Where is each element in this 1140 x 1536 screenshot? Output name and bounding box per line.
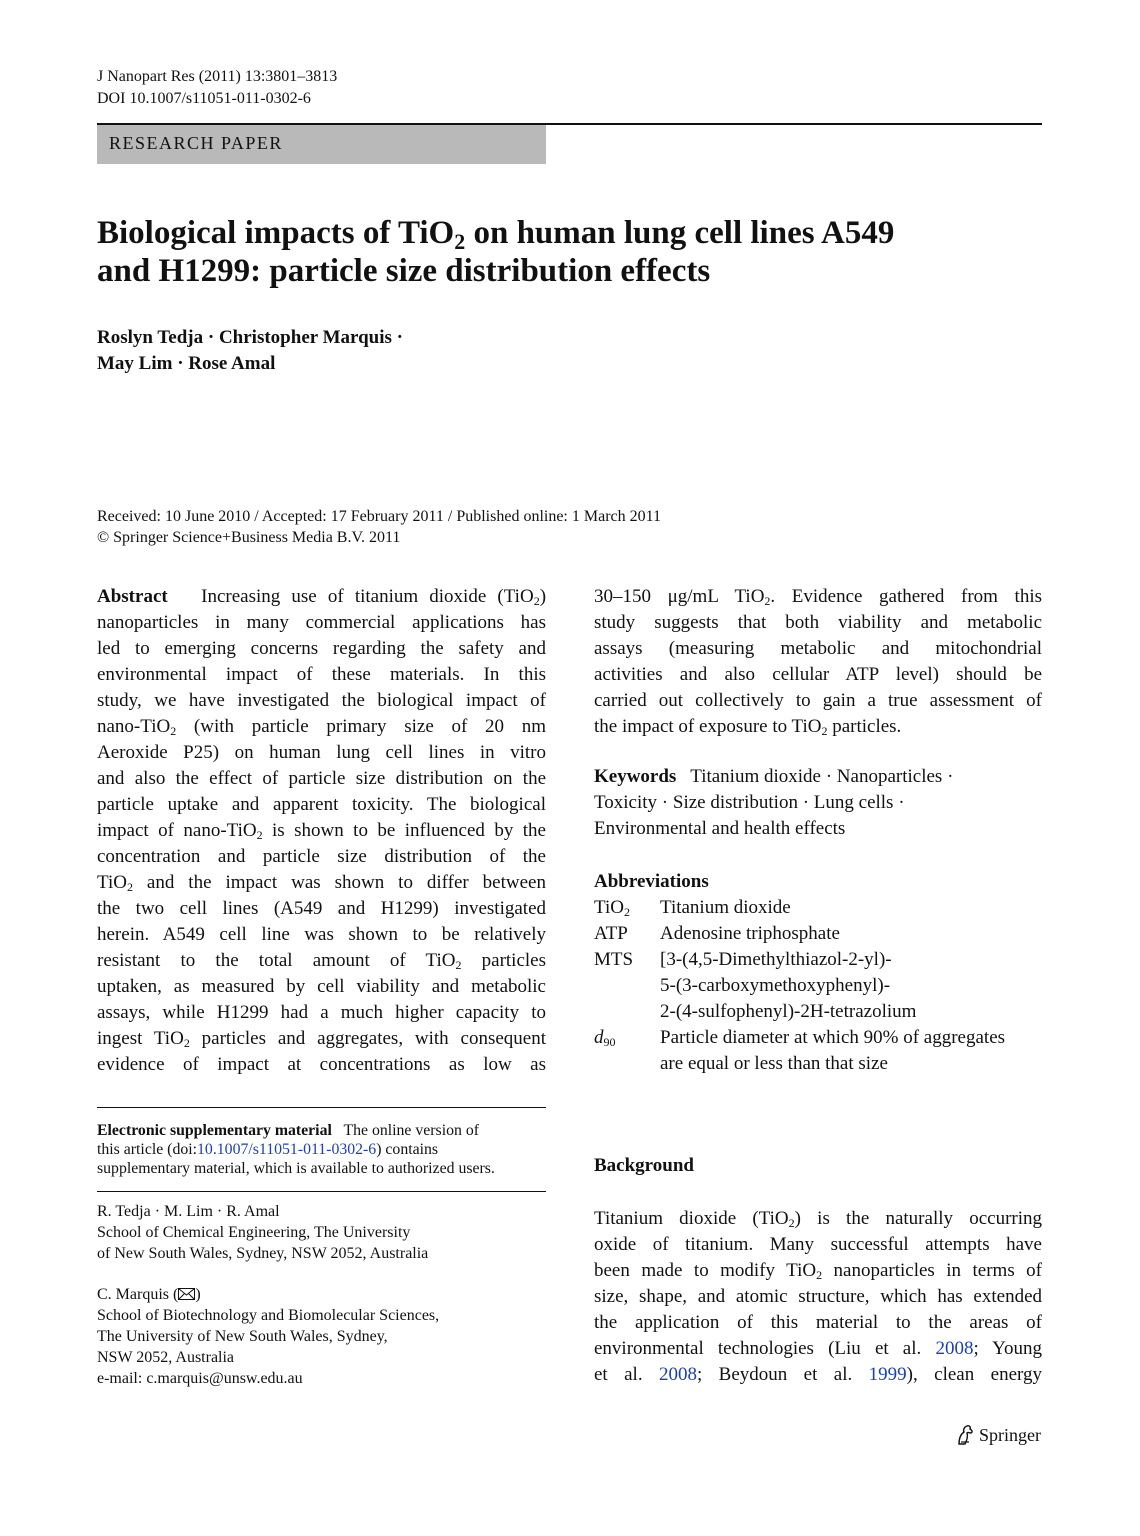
title-subscript: 2: [454, 229, 466, 254]
affiliation-names: ): [195, 1286, 201, 1303]
abstract-line: activities and also cellular ATP level) should be: [594, 664, 1042, 685]
doi-link[interactable]: 10.1007/s11051-011-0302-6: [197, 1141, 377, 1158]
abstract-continued: [594, 584, 1042, 842]
abstract-text: nano-TiO: [97, 716, 171, 737]
abstract-text: 30–150 μg/mL TiO: [594, 586, 765, 607]
background-line: size, shape, and atomic structure, which has extended: [594, 1286, 1042, 1307]
title-part2: on human lung cell lines A549: [465, 215, 895, 251]
footnote-rule-top: [97, 1107, 546, 1108]
abstract-line: assays, while H1299 had a much higher capacity to: [97, 1002, 546, 1023]
abstract-line: led to emerging concerns regarding the safety and: [97, 638, 546, 659]
affiliation-1: [97, 1201, 428, 1264]
paper-title: [97, 214, 997, 290]
subscript: 2: [788, 1216, 795, 1230]
subscript: 2: [183, 1036, 190, 1050]
abstract-line: assays (measuring metabolic and mitochondrial: [594, 638, 1042, 659]
abstract-line: study suggests that both viability and metabolic: [594, 612, 1042, 633]
affiliation-names: R. Tedja · M. Lim · R. Amal: [97, 1203, 280, 1220]
keywords-text: Titanium dioxide · Nanoparticles ·: [690, 766, 954, 787]
author-list: [97, 325, 403, 377]
keywords-text: Toxicity · Size distribution · Lung cells ·: [594, 792, 905, 813]
background-line: Titanium dioxide (TiO: [594, 1208, 789, 1229]
abstract-line: evidence of impact at concentrations as low as: [97, 1054, 546, 1075]
subscript: 2: [816, 1268, 823, 1282]
title-line2: and H1299: particle size distribution effects: [97, 253, 711, 289]
abstract-line: nanoparticles in many commercial applications has: [97, 612, 546, 633]
background-line: nanoparticles in terms of: [822, 1260, 1042, 1281]
affiliation-line: NSW 2052, Australia: [97, 1349, 235, 1366]
abstract-text: particles.: [827, 716, 902, 737]
background-line: ; Young: [973, 1338, 1042, 1359]
abstract-text: is shown to be influenced by the: [262, 820, 546, 841]
footnote-rule-bottom: [97, 1191, 546, 1192]
abbr-value: Particle diameter at which 90% of aggregates: [660, 1027, 1006, 1048]
abstract-line: the two cell lines (A549 and H1299) investigated: [97, 898, 546, 919]
subscript: 90: [603, 1035, 616, 1049]
abbreviation-row: [594, 921, 1042, 947]
abbreviations-block: [594, 869, 1042, 1077]
background-line: ), clean energy: [906, 1364, 1042, 1385]
affiliation-names: C. Marquis (: [97, 1286, 179, 1303]
subscript: 2: [256, 828, 263, 842]
publication-dates: [97, 506, 661, 548]
journal-header: [97, 66, 337, 110]
background-line: oxide of titanium. Many successful attempts have: [594, 1234, 1042, 1255]
abstract-text: resistant to the total amount of TiO: [97, 950, 456, 971]
subscript: 2: [533, 594, 540, 608]
journal-doi: DOI 10.1007/s11051-011-0302-6: [97, 90, 311, 107]
esm-heading: Electronic supplementary material: [97, 1122, 332, 1139]
journal-citation: J Nanopart Res (2011) 13:3801–3813: [97, 68, 338, 85]
affiliation-line: School of Biotechnology and Biomolecular Sciences,: [97, 1307, 440, 1324]
abstract-text: and the impact was shown to differ between: [132, 872, 546, 893]
abbreviation-row: [594, 1025, 1042, 1077]
abstract-text: the impact of exposure to TiO: [594, 716, 822, 737]
subscript: 2: [623, 905, 630, 919]
abbr-key: ATP: [594, 923, 628, 944]
publisher-name: Springer: [979, 1424, 1041, 1445]
background-line: the application of this material to the areas of: [594, 1312, 1042, 1333]
background-line: ) is the naturally occurring: [794, 1208, 1042, 1229]
esm-text: The online version of: [343, 1122, 479, 1139]
publisher-footer: [955, 1424, 1041, 1446]
abstract-text: ): [539, 586, 547, 607]
dates-line: Received: 10 June 2010 / Accepted: 17 February 2011 / Published online: 1 March 2011: [97, 508, 662, 525]
citation-link[interactable]: 2008: [935, 1338, 974, 1359]
background-line: been made to modify TiO: [594, 1260, 817, 1281]
esm-text: this article (doi:: [97, 1141, 198, 1158]
abbr-key: MTS: [594, 949, 634, 970]
abbr-value: Adenosine triphosphate: [660, 923, 840, 944]
subscript: 2: [764, 594, 771, 608]
abstract-text: Increasing use of titanium dioxide (TiO: [201, 586, 534, 607]
affiliation-line: School of Chemical Engineering, The University: [97, 1224, 411, 1241]
title-part1: Biological impacts of TiO: [97, 215, 455, 251]
subscript: 2: [821, 724, 828, 738]
abstract-text: particles: [461, 950, 546, 971]
abstract-line: Aeroxide P25) on human lung cell lines in vitro: [97, 742, 546, 763]
background-line: et al.: [594, 1364, 659, 1385]
abstract-line: study, we have investigated the biological impact of: [97, 690, 546, 711]
authors-line2: May Lim · Rose Amal: [97, 353, 276, 374]
section-label-box: [97, 125, 546, 164]
esm-text: ) contains: [376, 1141, 439, 1158]
abstract-line: herein. A549 cell line was shown to be relatively: [97, 924, 546, 945]
affiliation-line: of New South Wales, Sydney, NSW 2052, Australia: [97, 1245, 429, 1262]
contact-email: e-mail: c.marquis@unsw.edu.au: [97, 1370, 303, 1387]
subscript: 2: [126, 880, 133, 894]
copyright-line: © Springer Science+Business Media B.V. 2011: [97, 529, 401, 546]
abstract-text: TiO: [97, 872, 127, 893]
abstract-line: uptaken, as measured by cell viability and metabolic: [97, 976, 546, 997]
keywords-text: Environmental and health effects: [594, 818, 846, 839]
abstract-text: ingest TiO: [97, 1028, 184, 1049]
affiliation-line: The University of New South Wales, Sydney,: [97, 1328, 388, 1345]
keywords-heading: Keywords: [594, 766, 677, 787]
abbr-value: 5-(3-carboxymethoxyphenyl)-: [660, 975, 891, 996]
springer-horse-icon: [955, 1424, 975, 1446]
abstract-heading: Abstract: [97, 586, 168, 607]
abbr-value: [3-(4,5-Dimethylthiazol-2-yl)-: [660, 949, 892, 970]
background-heading: Background: [594, 1155, 694, 1176]
authors-line1: Roslyn Tedja · Christopher Marquis ·: [97, 327, 404, 348]
supplementary-note: [97, 1121, 546, 1178]
background-line: ; Beydoun et al.: [696, 1364, 869, 1385]
background-line: environmental technologies (Liu et al.: [594, 1338, 936, 1359]
subscript: 2: [170, 724, 177, 738]
background-text: [594, 1206, 1042, 1388]
abstract-text: . Evidence gathered from this: [770, 586, 1042, 607]
affiliation-2: [97, 1284, 439, 1389]
abstract-text: particles and aggregates, with consequent: [189, 1028, 546, 1049]
abstract-line: environmental impact of these materials. In this: [97, 664, 546, 685]
abstract-line: carried out collectively to gain a true assessment of: [594, 690, 1042, 711]
abbr-value: 2-(4-sulfophenyl)-2H-tetrazolium: [660, 1001, 917, 1022]
abstract-text: impact of nano-TiO: [97, 820, 257, 841]
abbreviation-row: [594, 895, 1042, 921]
citation-link[interactable]: 2008: [658, 1364, 697, 1385]
abstract-line: and also the effect of particle size distribution on the: [97, 768, 546, 789]
abbr-value: Titanium dioxide: [660, 897, 791, 918]
subscript: 2: [455, 958, 462, 972]
abbr-key: d: [594, 1027, 604, 1048]
abstract-line: concentration and particle size distribution of the: [97, 846, 546, 867]
esm-text: supplementary material, which is available to authorized users.: [97, 1160, 495, 1177]
abbr-key: TiO: [594, 897, 624, 918]
abbreviations-heading: Abbreviations: [594, 871, 709, 892]
abstract-line: particle uptake and apparent toxicity. The biological: [97, 794, 546, 815]
abstract-block: [97, 584, 546, 1078]
abstract-text: (with particle primary size of 20 nm: [176, 716, 546, 737]
citation-link[interactable]: 1999: [868, 1364, 907, 1385]
section-label: RESEARCH PAPER: [109, 133, 283, 153]
abbreviation-row: [594, 947, 1042, 1025]
abbr-value: are equal or less than that size: [660, 1053, 888, 1074]
envelope-icon: [178, 1288, 195, 1300]
